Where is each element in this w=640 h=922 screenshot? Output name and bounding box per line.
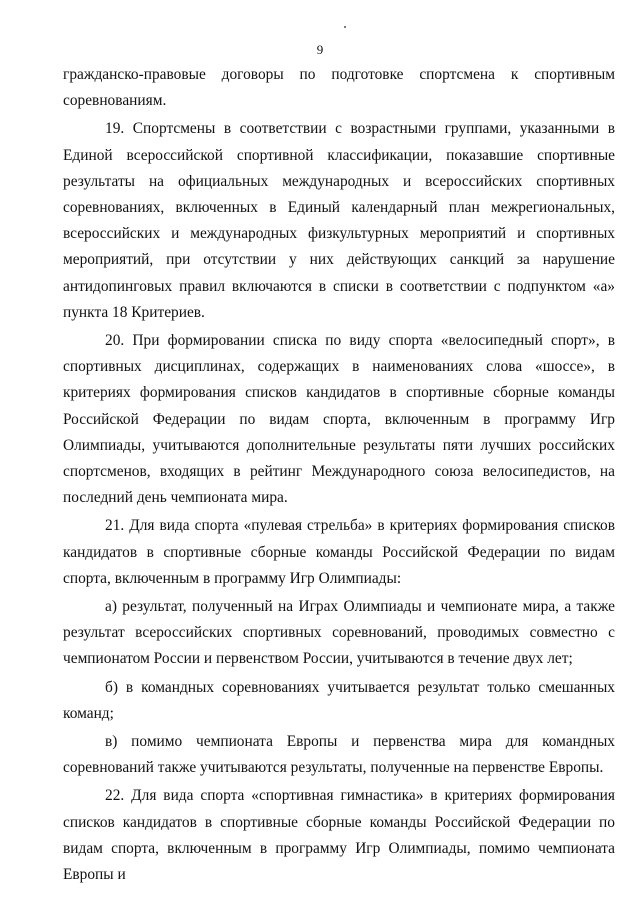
- paragraph-21-a: а) результат, полученный на Играх Олимпиады и чемпионате мира, а также результат всероссийских спортивных соревнований, проводимых совместно с чемпионатом России и первенством России, учитываются в течение двух лет;: [63, 598, 615, 668]
- paragraph-19: 19. Спортсмены в соответствии с возрастными группами, указанными в Единой всероссийской спортивной классификации, показавшие спортивные результаты на официальных международных и всероссийских спортивных соревнованиях, включенных в Единый календарный план межрегиональных, всероссийских и международных физкультурных мероприятий и спортивных мероприятий, при отсутствии у них действующих санкций за нарушение антидопинговых правил включаются в списки в соответствии с подпунктом «а» пункта 18 Критериев.: [63, 120, 615, 321]
- scan-speck: [344, 26, 346, 28]
- page-number: 9: [316, 42, 324, 57]
- paragraph-21: 21. Для вида спорта «пулевая стрельба» в критериях формирования списков кандидатов в спортивные сборные команды Российской Федерации по видам спорта, включенным в программу Игр Олимпиады:: [63, 517, 615, 587]
- paragraph-21-c: в) помимо чемпионата Европы и первенства мира для командных соревнований также учитываются результаты, полученные на первенстве Европы.: [63, 733, 615, 777]
- paragraph-22: 22. Для вида спорта «спортивная гимнастика» в критериях формирования списков кандидатов в спортивные сборные команды Российской Федерации по видам спорта, включенным в программу Игр Олимпиады, помимо чемпионата Европы и: [63, 787, 615, 884]
- paragraph-continuation: гражданско-правовые договоры по подготовке спортсмена к спортивным соревнованиям.: [63, 66, 615, 110]
- document-body: [63, 62, 615, 888]
- paragraph-20: 20. При формировании списка по виду спорта «велосипедный спорт», в спортивных дисциплинах, содержащих в наименованиях слова «шоссе», в критериях формирования списков кандидатов в спортивные сборные команды Российской Федерации по видам спорта, включенным в программу Игр Олимпиады, учитываются дополнительные результаты пяти лучших российских спортсменов, входящих в рейтинг Международного союза велосипедистов, на последний день чемпионата мира.: [63, 332, 615, 507]
- paragraph-21-b: б) в командных соревнованиях учитывается результат только смешанных команд;: [63, 678, 615, 722]
